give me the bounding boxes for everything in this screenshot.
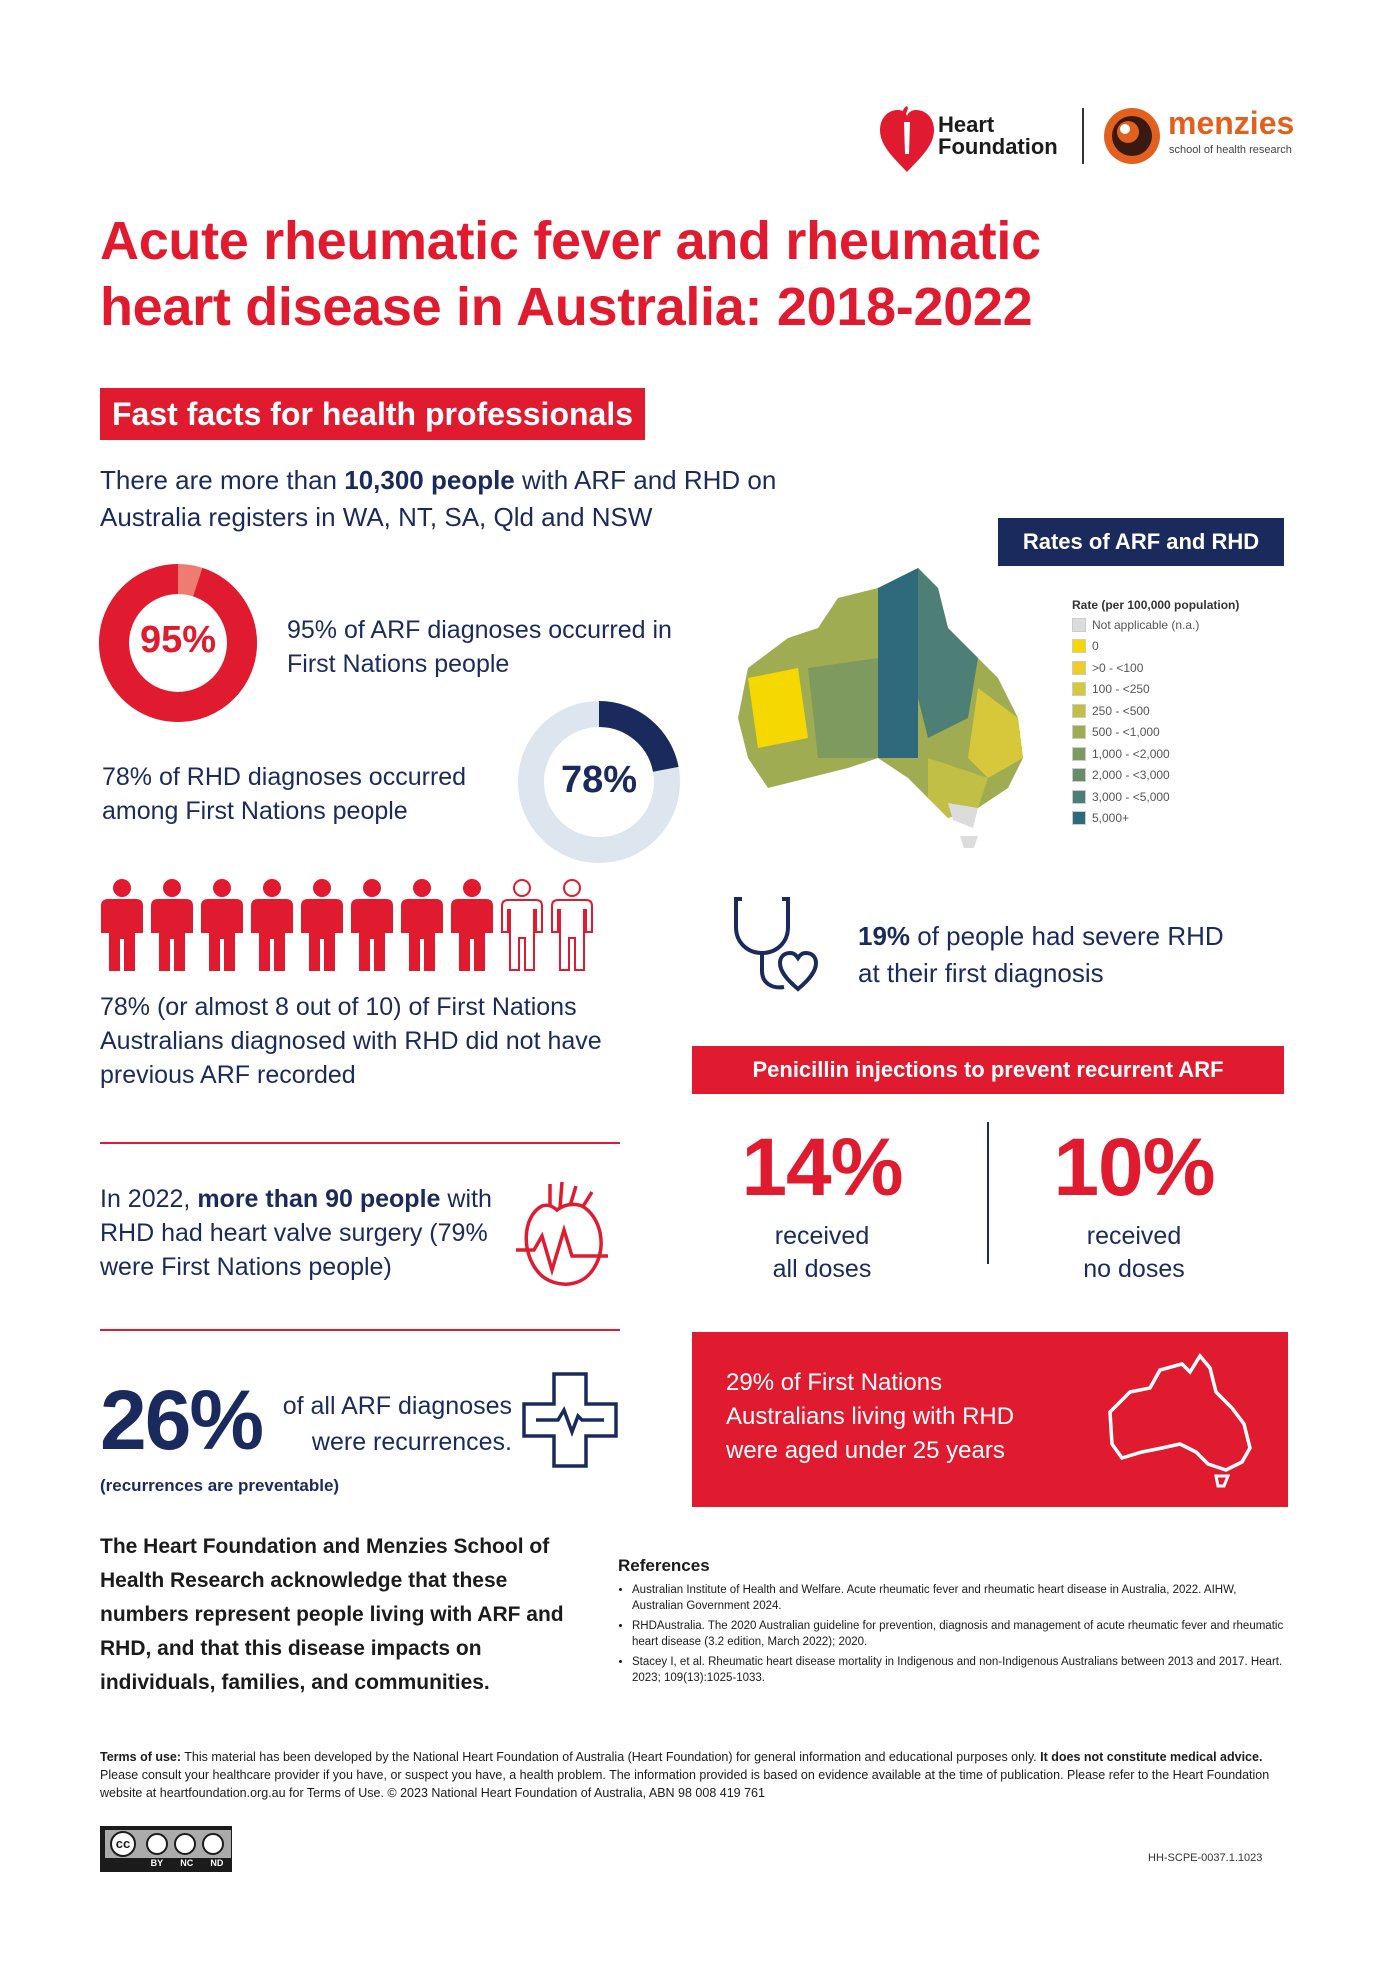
terms-bold: It does not constitute medical advice. (1040, 1750, 1263, 1764)
map-legend (1072, 598, 1302, 829)
nd-icon (202, 1833, 224, 1855)
title-line2: heart disease in Australia: 2018-2022 (100, 277, 1033, 337)
heart-foundation-logo-icon (876, 102, 938, 174)
penicillin-all-value: 14% (741, 1122, 903, 1213)
person-outline-icon (550, 878, 594, 974)
legend-swatch (1072, 639, 1086, 653)
penicillin-all-line2: all doses (772, 1255, 872, 1283)
severe-rhd-text2: at their first diagnosis (858, 958, 1104, 988)
young-fact-line2: Australians living with RHD (726, 1403, 1015, 1430)
legend-swatch (1072, 661, 1086, 675)
people-stat-text: 78% (or almost 8 out of 10) of First Nations Australians diagnosed with RHD did not have previous ARF recorded (100, 993, 602, 1089)
legend-row (1072, 636, 1302, 658)
terms-text1: This material has been developed by the National Heart Foundation of Australia (Heart Foundation) for general information and educational purposes only. (181, 1750, 1041, 1764)
severe-rhd-bold: 19% (858, 921, 911, 951)
severe-rhd-text (858, 918, 1288, 992)
page-title (100, 208, 1280, 340)
penicillin-none-line2: no doses (1083, 1255, 1185, 1283)
penicillin-none-value: 10% (1053, 1122, 1215, 1213)
recurrence-note: (recurrences are preventable) (100, 1476, 340, 1495)
acknowledgement-text: The Heart Foundation and Menzies School of Health Research acknowledge that these numbers represent people living with ARF and RHD, and that this disease impacts on individuals, families, and communities. (100, 1535, 564, 1694)
reference-item: • RHDAustralia. The 2020 Australian guideline for prevention, diagnosis and management of acute rheumatic fever and rheumatic heart disease (3.2 edition, March 2022); 2020. (632, 1618, 1288, 1650)
penicillin-all-block (692, 1122, 952, 1286)
legend-title: Rate (per 100,000 population) (1072, 598, 1240, 612)
legend-row (1072, 614, 1302, 636)
young-fact-box (692, 1332, 1288, 1507)
legend-swatch (1072, 704, 1086, 718)
legend-label: 500 - <1,000 (1092, 725, 1160, 740)
legend-row (1072, 765, 1302, 787)
legend-swatch (1072, 790, 1086, 804)
legend-row (1072, 743, 1302, 765)
terms-label: Terms of use: (100, 1750, 182, 1764)
intro-post: with ARF and RHD on Australia registers in WA, NT, SA, Qld and NSW (100, 465, 777, 532)
reference-item: • Stacey I, et al. Rheumatic heart disease mortality in Indigenous and non-Indigenous Australians between 2013 and 2017. Heart. 2023; 109(13):1025-1033. (632, 1654, 1288, 1686)
person-filled-icon (450, 878, 494, 974)
terms-of-use (100, 1748, 1288, 1802)
logo-hf-line2: Foundation (938, 134, 1058, 159)
by-icon (146, 1833, 168, 1855)
surgery-post: with RHD had heart valve surgery (79% were First Nations people) (100, 1185, 492, 1281)
young-fact-line3: were aged under 25 years (726, 1437, 1005, 1464)
terms-text2: Please consult your healthcare provider if you have, or suspect you have, a health problem. The information provided is based on evidence available at the time of publication. Please refer to the Heart Foundation website at heartfoundation.org.au for Terms of Use. © 2023 National Heart Foundation of Australia, ABN 98 008 419 761 (100, 1768, 1270, 1800)
severe-rhd-text1: of people had severe RHD (910, 921, 1224, 951)
intro-text (100, 462, 820, 536)
legend-row (1072, 657, 1302, 679)
legend-row (1072, 679, 1302, 701)
person-filled-icon (250, 878, 294, 974)
rhd-ring-label: 78% (560, 759, 638, 801)
surgery-text (100, 1182, 510, 1284)
nd-label: ND (210, 1858, 224, 1868)
australia-outline-icon (1104, 1352, 1254, 1492)
arf-stat-text: 95% of ARF diagnoses occurred in First Nations people (287, 616, 672, 678)
menzies-logo-icon (1102, 106, 1162, 166)
person-filled-icon (200, 878, 244, 974)
rhd-stat-text: 78% of RHD diagnoses occurred among First Nations people (102, 763, 467, 825)
penicillin-title: Penicillin injections to prevent recurrent ARF (692, 1046, 1284, 1094)
cc-license-badge (100, 1826, 232, 1872)
stethoscope-icon (728, 893, 832, 993)
logo-bar (876, 100, 1296, 180)
logo-menzies-name: menzies (1168, 105, 1295, 141)
nc-icon (174, 1833, 196, 1855)
legend-label: 0 (1092, 639, 1099, 654)
recurrence-text (262, 1388, 512, 1460)
person-filled-icon (400, 878, 444, 974)
logo-menzies-sub: school of health research (1169, 144, 1292, 156)
legend-label: 100 - <250 (1092, 682, 1150, 697)
nc-label: NC (180, 1858, 194, 1868)
divider-bottom (100, 1329, 620, 1331)
map-title: Rates of ARF and RHD (998, 518, 1284, 566)
intro-bold: 10,300 people (344, 465, 515, 495)
australia-rate-map (728, 558, 1038, 848)
penicillin-none-block (1018, 1122, 1250, 1286)
legend-swatch (1072, 811, 1086, 825)
people-pictogram (100, 878, 600, 978)
references-heading: References (618, 1556, 710, 1575)
legend-label: Not applicable (n.a.) (1092, 617, 1200, 632)
legend-swatch (1072, 682, 1086, 696)
anatomical-heart-icon (512, 1176, 612, 1296)
penicillin-none-line1: received (1086, 1222, 1182, 1250)
person-filled-icon (350, 878, 394, 974)
legend-row (1072, 722, 1302, 744)
recurrence-line1: of all ARF diagnoses (282, 1392, 512, 1420)
section-label: Fast facts for health professionals (100, 388, 645, 440)
legend-swatch (1072, 747, 1086, 761)
arf-ring-chart (98, 563, 258, 723)
doc-code: HH-SCPE-0037.1.1023 (1148, 1852, 1263, 1864)
medical-cross-icon (520, 1370, 620, 1470)
rhd-ring-chart (517, 700, 681, 864)
recurrence-value: 26% (100, 1373, 263, 1467)
legend-label: 3,000 - <5,000 (1092, 789, 1170, 804)
by-label: BY (150, 1858, 164, 1868)
references-list (618, 1582, 1288, 1686)
legend-label: 250 - <500 (1092, 703, 1150, 718)
recurrence-line2: were recurrences. (311, 1428, 512, 1456)
logo-hf-line1: Heart (938, 112, 995, 137)
young-fact-text (726, 1366, 1086, 1468)
references-block (618, 1556, 1288, 1690)
penicillin-divider (987, 1122, 989, 1264)
surgery-pre: In 2022, (100, 1185, 198, 1213)
divider-top (100, 1142, 620, 1144)
legend-row (1072, 700, 1302, 722)
person-filled-icon (100, 878, 144, 974)
legend-label: 2,000 - <3,000 (1092, 768, 1170, 783)
penicillin-all-line1: received (774, 1222, 870, 1250)
surgery-bold: more than 90 people (197, 1185, 441, 1213)
title-line1: Acute rheumatic fever and rheumatic (100, 211, 1041, 271)
legend-label: 5,000+ (1092, 811, 1130, 826)
legend-label: 1,000 - <2,000 (1092, 746, 1170, 761)
legend-row (1072, 786, 1302, 808)
person-filled-icon (150, 878, 194, 974)
legend-row (1072, 808, 1302, 830)
legend-label: >0 - <100 (1092, 660, 1144, 675)
legend-swatch (1072, 725, 1086, 739)
reference-item: • Australian Institute of Health and Welfare. Acute rheumatic fever and rheumatic heart disease in Australia, 2022. AIHW, Australian Government 2024. (632, 1582, 1288, 1614)
legend-swatch (1072, 618, 1086, 632)
person-filled-icon (300, 878, 344, 974)
cc-icon: cc (110, 1831, 136, 1857)
person-outline-icon (500, 878, 544, 974)
logo-divider (1082, 108, 1084, 164)
intro-pre: There are more than (100, 465, 345, 495)
arf-ring-label: 95% (139, 619, 217, 661)
legend-swatch (1072, 768, 1086, 782)
young-fact-line1: 29% of First Nations (726, 1369, 943, 1396)
legend-rows (1072, 614, 1302, 829)
